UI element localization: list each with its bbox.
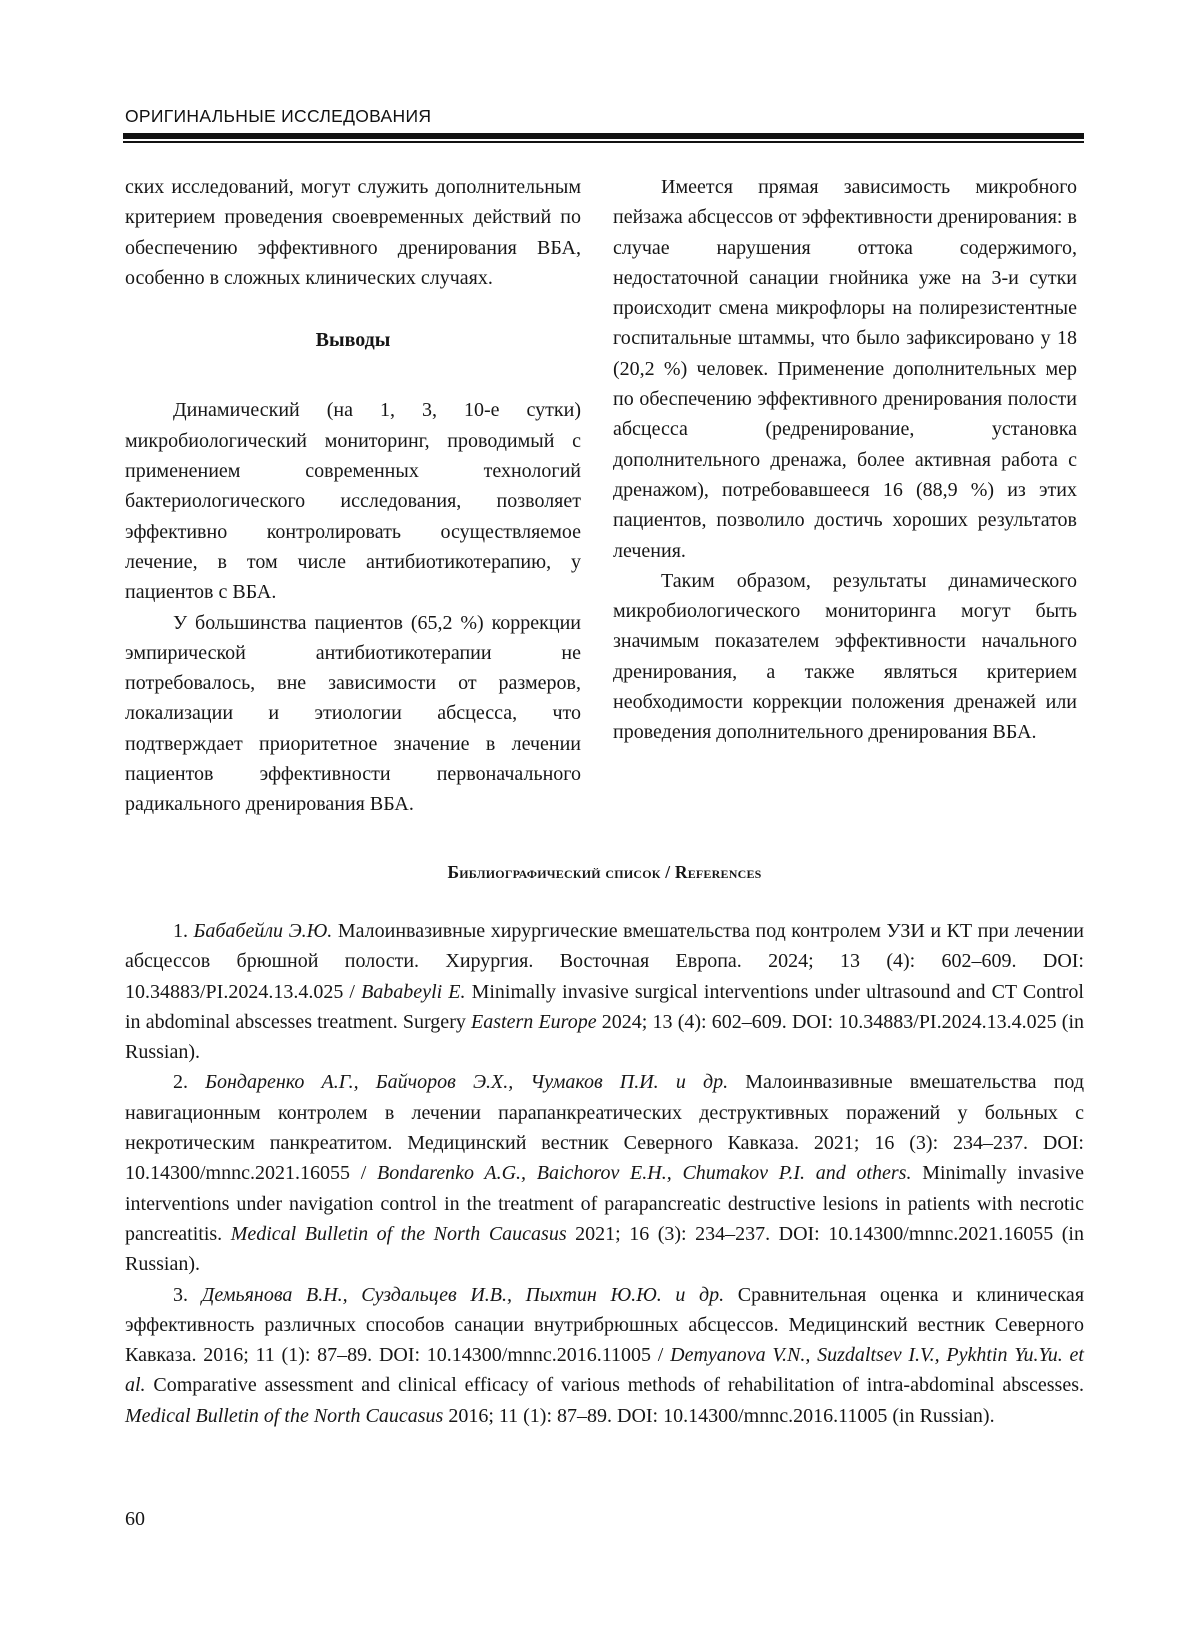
reference-journal-en: Medical Bulletin of the North Caucasus (230, 1222, 567, 1245)
reference-tail: 2021; 16 (3): 234–237. DOI: 10.14300/mnnc.2021.16055 (in Russian). (125, 1222, 1084, 1276)
reference-text-en: Minimally invasive surgical interventions under ultrasound and CT Control in abdominal abscesses treatment. Surgery (125, 980, 1084, 1033)
reference-journal-en: Eastern Europe (471, 1010, 597, 1033)
references-list (125, 916, 1084, 1431)
reference-item (125, 1280, 1084, 1431)
right-paragraph-2: Таким образом, результаты динамического микробиологического мониторинга могут быть значимым показателем эффективности начального дренирования, а также являться критерием необходимости коррекции положения дренажей или проведения дополнительного дренирования ВБА. (613, 569, 1077, 744)
header-rule-thick (123, 133, 1084, 139)
reference-item (125, 916, 1084, 1067)
right-column (613, 172, 1077, 748)
reference-number: 1. (173, 920, 188, 942)
section-label: ОРИГИНАЛЬНЫЕ ИССЛЕДОВАНИЯ (125, 106, 432, 126)
left-paragraph-1: ских исследований, могут служить дополнительным критерием проведения своевременных действий по обеспечению эффективного дренирования ВБА, особенно в сложных клинических случаях. (125, 176, 581, 289)
left-paragraph-3: У большинства пациентов (65,2 %) коррекции эмпирической антибиотикотерапии не потребовалось, вне зависимости от размеров, локализации и этиологии абсцесса, что подтверждает приоритетное значение в лечении пациентов эффективности первоначального радикального дренирования ВБА. (125, 611, 581, 816)
left-column (125, 172, 581, 820)
right-paragraph-1: Имеется прямая зависимость микробного пейзажа абсцессов от эффективности дренирования: в случае нарушения оттока содержимого, недостаточной санации гнойника уже на 3-и сутки происходит смена микрофлоры на полирезистентные госпитальные штаммы, что было зафиксировано у 18 (20,2 %) человек. Применение дополнительных мер по обеспечению эффективного дренирования полости абсцесса (редренирование, установка дополнительного дренажа, более активная работа с дренажом), потребовавшееся 16 (88,9 %) из этих пациентов, позволило достичь хороших результатов лечения. (613, 176, 1077, 562)
reference-text-en: Minimally invasive interventions under navigation control in the treatment of parapancreatic destructive lesions in patients with necrotic pancreatitis. (125, 1162, 1085, 1245)
page-number: 60 (125, 1508, 145, 1530)
reference-authors-ru: Бондаренко А.Г., Байчоров Э.Х., Чумаков П.И. и др. (205, 1071, 729, 1094)
reference-authors-en: Bababeyli E. (361, 980, 466, 1003)
reference-authors-ru: Бабабейли Э.Ю. (193, 920, 333, 942)
conclusions-heading: Выводы (315, 329, 391, 352)
reference-authors-ru: Демьянова В.Н., Суздальцев И.В., Пыхтин Ю.Ю. и др. (201, 1283, 725, 1306)
reference-authors-en: Demyanova V.N., Suzdaltsev I.V., Pykhtin Yu.Yu. et al. (125, 1344, 1084, 1397)
references-title: Библиографический список / References (447, 862, 762, 882)
reference-text-ru: Сравнительная оценка и клиническая эффективность различных способов санации внутрибрюшных абсцессов. Медицинский вестник Северного Кавказа. 2016; 11 (1): 87–89. DOI: 10.14300/mnnc.2016.11005 / (125, 1283, 1085, 1367)
reference-number: 3. (173, 1283, 188, 1306)
reference-text-ru: Малоинвазивные вмешательства под навигационным контролем в лечении парапанкреатических деструктивных поражений у больных с некротическим панкреатитом. Медицинский вестник Северного Кавказа. 2021; 16 (3): 234–237. DOI: 10.14300/mnnc.2021.16055 / (125, 1071, 1084, 1185)
reference-journal-en: Medical Bulletin of the North Caucasus (125, 1404, 444, 1427)
header-rule-thin (123, 141, 1084, 143)
reference-item (125, 1067, 1084, 1279)
reference-tail: 2016; 11 (1): 87–89. DOI: 10.14300/mnnc.2016.11005 (in Russian). (443, 1404, 995, 1427)
reference-text-ru: Малоинвазивные хирургические вмешательства под контролем УЗИ и КТ при лечении абсцессов брюшной полости. Хирургия. Восточная Европа. 2024; 13 (4): 602–609. DOI: 10.34883/PI.2024.13.4.025 / (125, 920, 1084, 1003)
left-paragraph-2: Динамический (на 1, 3, 10-е сутки) микробиологический мониторинг, проводимый с применением современных технологий бактериологического исследования, позволяет эффективно контролировать осуществляемое лечение, в том числе антибиотикотерапию, у пациентов с ВБА. (125, 399, 581, 604)
reference-authors-en: Bondarenko A.G., Baichorov E.H., Chumakov P.I. and others. (377, 1162, 912, 1185)
reference-text-en: Comparative assessment and clinical efficacy of various methods of rehabilitation of intra-abdominal abscesses. (145, 1374, 1084, 1397)
reference-number: 2. (173, 1071, 188, 1094)
reference-tail: 2024; 13 (4): 602–609. DOI: 10.34883/PI.2024.13.4.025 (in Russian). (125, 1010, 1084, 1064)
